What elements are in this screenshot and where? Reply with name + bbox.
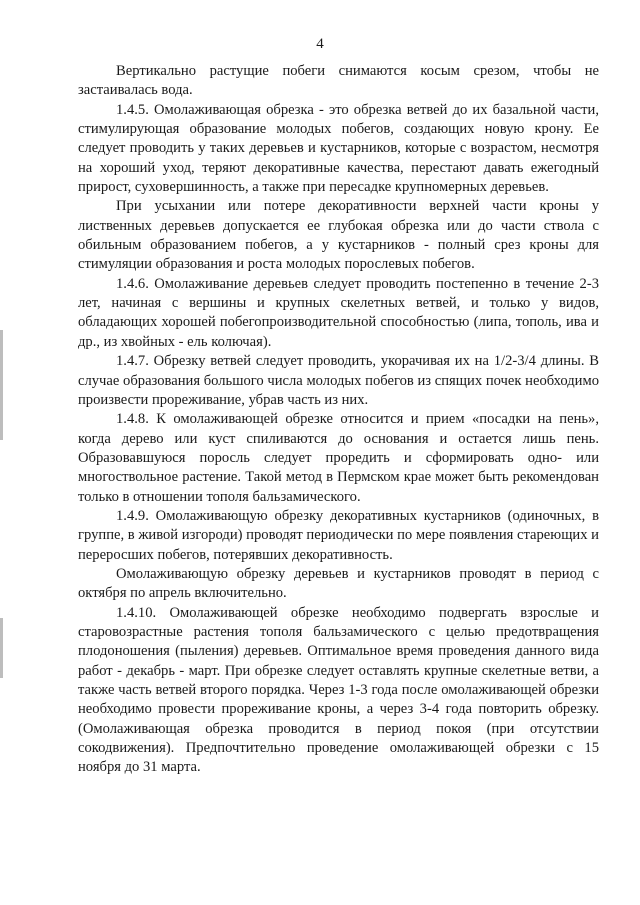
paragraph: 1.4.6. Омолаживание деревьев следует проводить постепенно в течение 2-3 лет, начиная с вершины и крупных скелетных ветвей, и только у видов, обладающих хорошей побегопроизводительной способностью (липа, тополь, ива и др., из хвойных - ель колючая). — [78, 275, 599, 350]
scan-edge-mark — [0, 330, 3, 440]
body-text — [78, 62, 599, 778]
paragraph: 1.4.9. Омолаживающую обрезку декоративных кустарников (одиночных, в группе, в живой изгороди) проводят периодически по мере появления стареющих и переросших побегов, потерявших декоративность. — [78, 507, 599, 563]
scan-edge-mark — [0, 618, 3, 678]
paragraph: 1.4.5. Омолаживающая обрезка - это обрезка ветвей до их базальной части, стимулирующая образование молодых побегов, создающих новую крону. Ее следует проводить у таких деревьев и кустарников, которые с возрастом, несмотря на хороший уход, теряют декоративные качества, перестают давать ежегодный прирост, суховершинность, а также при пересадке крупномерных деревьев. — [78, 101, 599, 196]
paragraph: 1.4.7. Обрезку ветвей следует проводить, укорачивая их на 1/2-3/4 длины. В случае образования большого числа молодых побегов из спящих почек необходимо произвести прореживание, убрав часть из них. — [78, 353, 599, 408]
paragraph: При усыхании или потере декоративности верхней части кроны у лиственных деревьев допускается ее глубокая обрезка или до части ствола с обильным образованием побегов, а у кустарников - полный срез кроны для стимуляции образования и роста молодых порослевых побегов. — [78, 198, 599, 273]
paragraph: 1.4.8. К омолаживающей обрезке относится и прием «посадки на пень», когда дерево или куст спиливаются до основания и остается лишь пень. Образовавшуюся поросль следует проредить и сформировать одно- или многоствольное растение. Такой метод в Пермском крае может быть рекомендован только в отношении тополя бальзамического. — [78, 411, 599, 505]
page-number: 4 — [316, 36, 324, 52]
paragraph: Вертикально растущие побеги снимаются косым срезом, чтобы не застаивалась вода. — [78, 63, 599, 99]
paragraph: Омолаживающую обрезку деревьев и кустарников проводят в период с октября по апрель включительно. — [78, 565, 599, 602]
paragraph: 1.4.10. Омолаживающей обрезке необходимо подвергать взрослые и старовозрастные растения тополя бальзамического с целью предотвращения плодоношения (пыления) деревьев. Оптимальное время проведения данного вида работ - декабрь - март. При обрезке следует оставлять крупные скелетные ветви, а также часть ветвей второго порядка. Через 1-3 года после омолаживающей обрезки необходимо провести прореживание кроны, а через 3-4 года повторить обрезку. (Омолаживающая обрезка проводится в период покоя (при отсутствии сокодвижения). Предпочтительно проведение омолаживающей обрезки с 15 ноября до 31 марта. — [78, 604, 599, 776]
